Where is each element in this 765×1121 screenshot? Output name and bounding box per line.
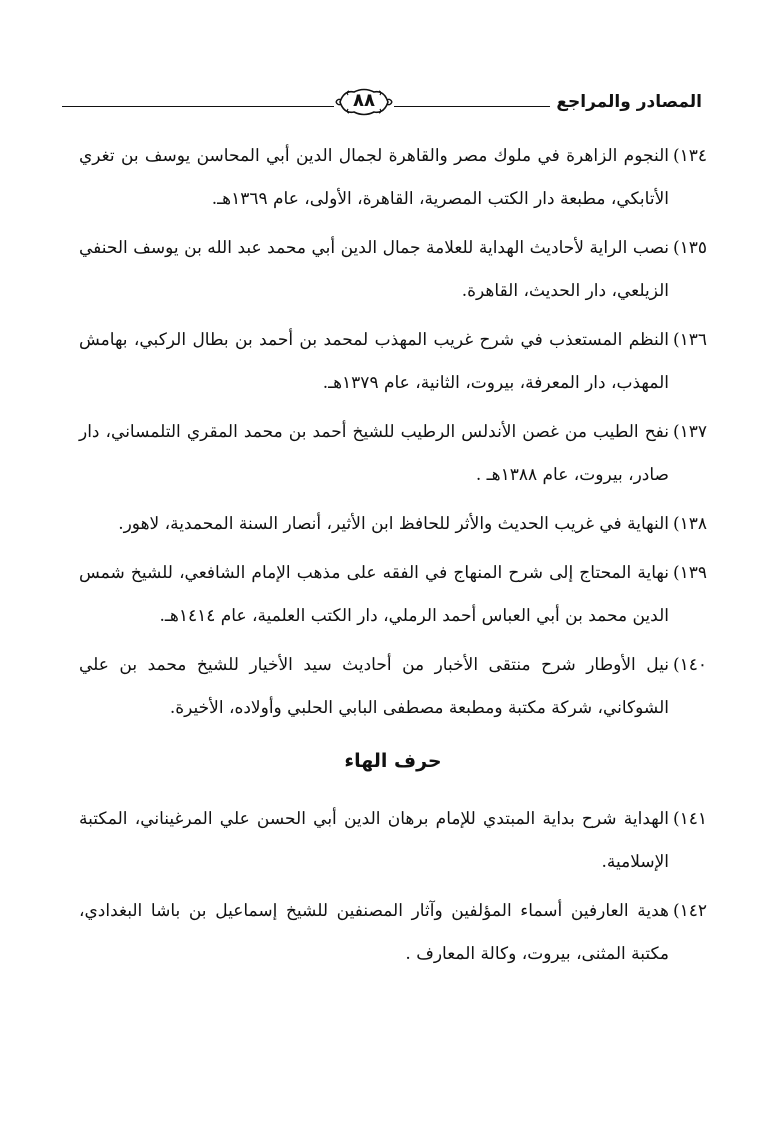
entry-text: هدية العارفين أسماء المؤلفين وآثار المصنفين للشيخ إسماعيل بن باشا البغدادي، مكتبة المثنى، بيروت، وكالة المعارف .	[79, 901, 669, 964]
entry-number: ١٣٤)	[672, 146, 707, 166]
reference-list	[79, 135, 707, 982]
entry-text: نيل الأوطار شرح منتقى الأخبار من أحاديث سيد الأخيار للشيخ محمد بن علي الشوكاني، شركة مكتبة ومطبعة مصطفى البابي الحلبي وأولاده، الأخيرة.	[79, 655, 669, 718]
entry-text: النهاية في غريب الحديث والأثر للحافظ ابن الأثير، أنصار السنة المحمدية، لاهور.	[118, 514, 669, 534]
reference-entry	[79, 644, 707, 730]
header-title: المصادر والمراجع	[550, 92, 702, 112]
running-header	[62, 86, 702, 126]
entry-number: ١٣٥)	[672, 238, 707, 258]
entry-text: الهداية شرح بداية المبتدي للإمام برهان الدين أبي الحسن علي المرغيناني، المكتبة الإسلامية.	[79, 809, 669, 872]
reference-entry	[79, 890, 707, 976]
reference-entry	[79, 798, 707, 884]
entry-number: ١٣٨)	[672, 514, 707, 534]
entry-text: نهاية المحتاج إلى شرح المنهاج في الفقه على مذهب الإمام الشافعي، للشيخ شمس الدين محمد بن أبي العباس أحمد الرملي، دار الكتب العلمية، عام ١٤١٤هـ.	[79, 563, 669, 626]
entry-text: النجوم الزاهرة في ملوك مصر والقاهرة لجمال الدين أبي المحاسن يوسف بن تغري الأتابكي، مطبعة دار الكتب المصرية، القاهرة، الأولى، عام ١٣٦٩هـ.	[79, 146, 669, 209]
page-number-ornament	[334, 86, 394, 118]
entry-number: ١٣٩)	[672, 563, 707, 583]
entry-number: ١٣٧)	[672, 422, 707, 442]
page-number: ٨٨	[353, 90, 375, 111]
entry-number: ١٤١)	[672, 809, 707, 829]
entry-number: ١٤٠)	[672, 655, 707, 675]
entry-number: ١٤٢)	[672, 901, 707, 921]
reference-entry	[79, 552, 707, 638]
entry-text: نصب الراية لأحاديث الهداية للعلامة جمال الدين أبي محمد عبد الله بن يوسف الحنفي الزيلعي، دار الحديث، القاهرة.	[79, 238, 669, 301]
reference-entry	[79, 411, 707, 497]
entry-text: نفح الطيب من غصن الأندلس الرطيب للشيخ أحمد بن محمد المقري التلمساني، دار صادر، بيروت، عام ١٣٨٨هـ .	[79, 422, 669, 485]
section-heading: حرف الهاء	[344, 750, 442, 772]
reference-entry	[79, 135, 707, 221]
entry-text: النظم المستعذب في شرح غريب المهذب لمحمد بن أحمد بن بطال الركبي، بهامش المهذب، دار المعرفة، بيروت، الثانية، عام ١٣٧٩هـ.	[79, 330, 669, 393]
reference-entry	[79, 503, 707, 546]
reference-entry	[79, 319, 707, 405]
reference-entry	[79, 227, 707, 313]
entry-number: ١٣٦)	[672, 330, 707, 350]
